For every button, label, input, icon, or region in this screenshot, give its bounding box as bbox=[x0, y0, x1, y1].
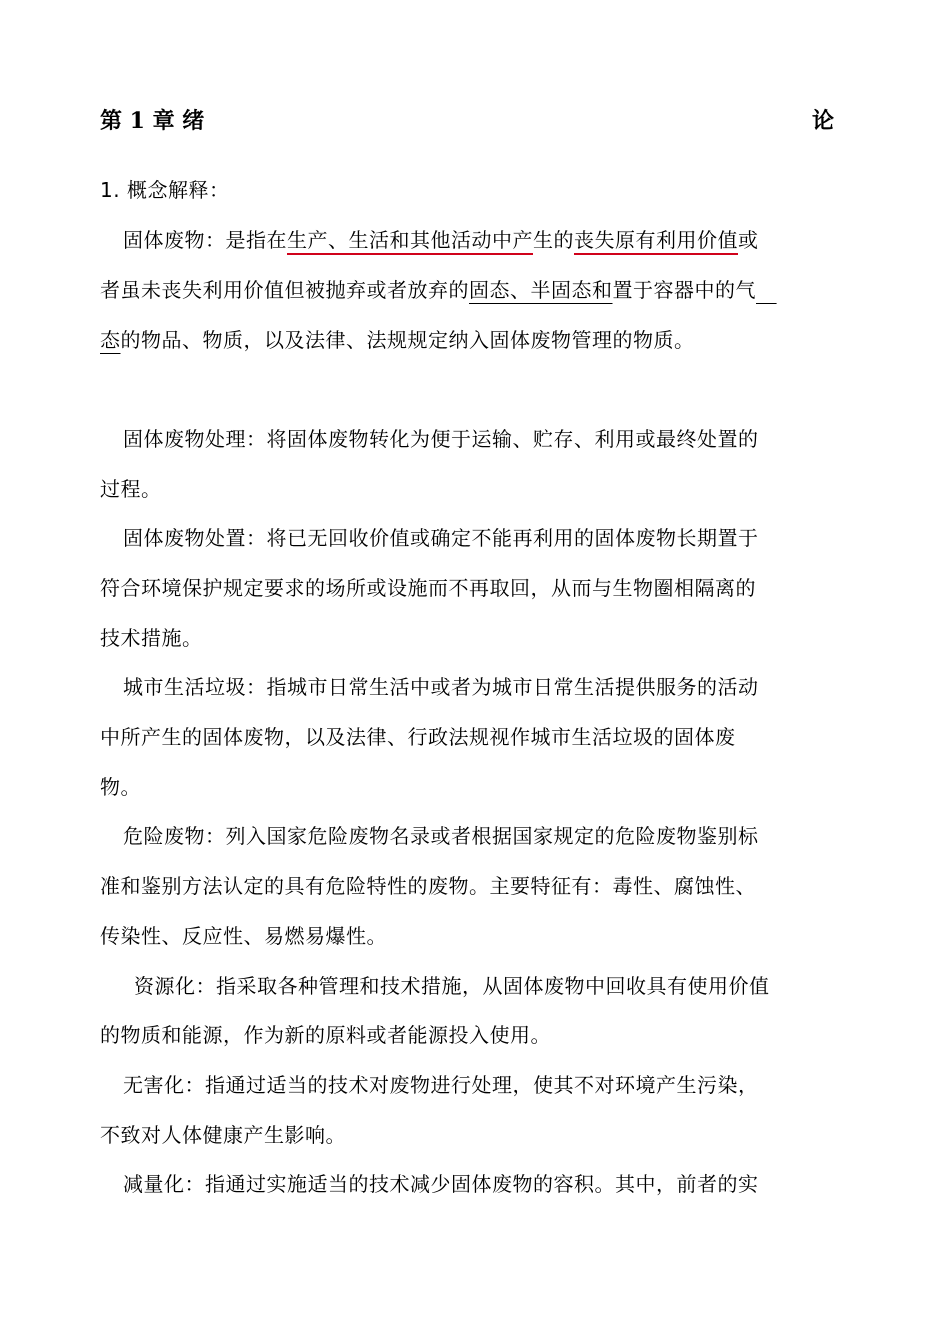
underlined-text: 态 bbox=[100, 328, 121, 352]
paragraph-line: 中所产生的固体废物，以及法律、行政法规视作城市生活垃圾的固体废 bbox=[100, 725, 736, 749]
paragraph-line: 准和鉴别方法认定的具有危险特性的废物。主要特征有：毒性、腐蚀性、 bbox=[100, 874, 756, 898]
paragraph-line: 者虽未丧失利用价值但被抛弃或者放弃的固态、半固态和置于容器中的气 bbox=[100, 276, 777, 304]
paragraph-line: 过程。 bbox=[100, 477, 162, 501]
underlined-text: 固态、半固态和 bbox=[469, 278, 613, 302]
paragraph-line: 的物质和能源，作为新的原料或者能源投入使用。 bbox=[100, 1023, 551, 1047]
paragraph-line: 资源化：指采取各种管理和技术措施，从固体废物中回收具有使用价值 bbox=[134, 974, 770, 998]
paragraph-line: 态的物品、物质，以及法律、法规规定纳入固体废物管理的物质。 bbox=[100, 328, 695, 352]
paragraph-line: 固体废物处置：将已无回收价值或确定不能再利用的固体废物长期置于 bbox=[123, 526, 759, 550]
paragraph-line: 危险废物：列入国家危险废物名录或者根据国家规定的危险废物鉴别标 bbox=[123, 824, 759, 848]
paragraph-line: 减量化：指通过实施适当的技术减少固体废物的容积。其中，前者的实 bbox=[123, 1172, 759, 1196]
paragraph-line: 固体废物处理：将固体废物转化为便于运输、贮存、利用或最终处置的 bbox=[123, 427, 759, 451]
chapter-heading bbox=[100, 104, 834, 135]
underline-blank bbox=[756, 278, 777, 302]
paragraph-line: 传染性、反应性、易燃易爆性。 bbox=[100, 924, 387, 948]
section-label: 1. 概念解释： bbox=[100, 178, 230, 202]
paragraph-line: 城市生活垃圾：指城市日常生活中或者为城市日常生活提供服务的活动 bbox=[123, 675, 759, 699]
paragraph-line: 符合环境保护规定要求的场所或设施而不再取回，从而与生物圈相隔离的 bbox=[100, 576, 756, 600]
paragraph-line: 无害化：指通过适当的技术对废物进行处理，使其不对环境产生污染， bbox=[123, 1073, 759, 1097]
paragraph-line: 不致对人体健康产生影响。 bbox=[100, 1123, 346, 1147]
paragraph-line: 物。 bbox=[100, 775, 141, 799]
paragraph-line: 固体废物：是指在生产、生活和其他活动中产生的丧失原有利用价值或 bbox=[123, 228, 759, 252]
chapter-title-end: 论 bbox=[811, 108, 834, 134]
underlined-text: 丧失原有利用价值 bbox=[574, 228, 738, 252]
paragraph-line: 技术措施。 bbox=[100, 626, 203, 650]
underlined-text: 生产、生活和其他活动中产 bbox=[287, 228, 533, 252]
chapter-title: 第 1 章 绪 bbox=[100, 108, 205, 134]
